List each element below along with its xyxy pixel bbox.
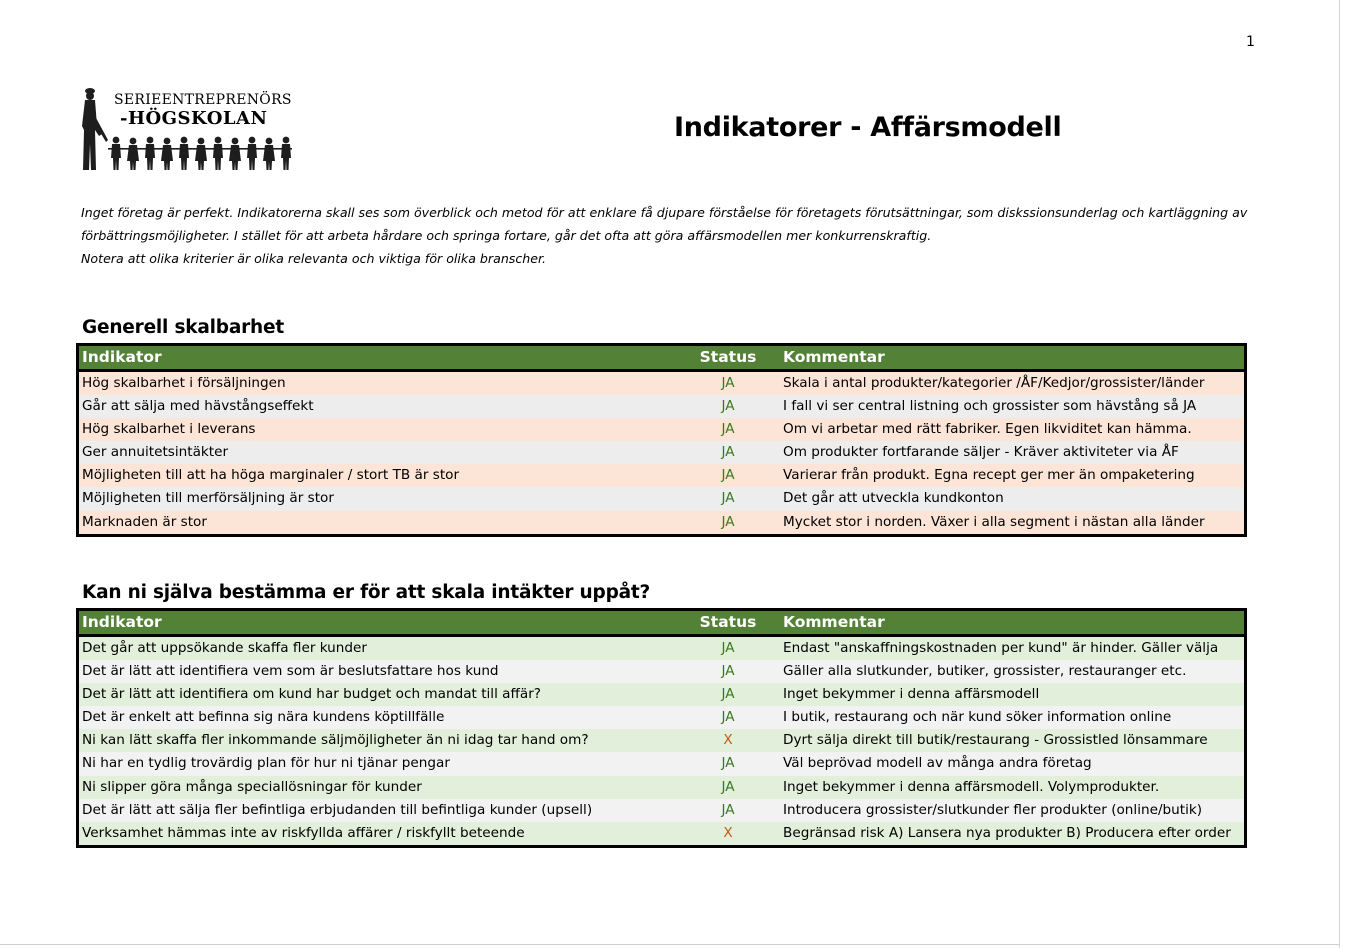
indicator-cell: Det är enkelt att befinna sig nära kundens köptillfälle: [82, 709, 445, 726]
comment-cell: Om produkter fortfarande säljer - Kräver aktiviteter via ÅF: [783, 444, 1179, 461]
status-cell: JA: [721, 640, 735, 656]
status-cell: JA: [721, 709, 735, 726]
column-header-comment: Kommentar: [783, 613, 885, 631]
table-row: [79, 637, 1244, 660]
logo-text-line1: SERIEENTREPRENÖRS: [114, 92, 292, 108]
intro-line: förbättringsmöjligheter. I stället för att arbeta hårdare och springa fortare, går det ofta att göra affärsmodellen mer konkurrenskraftig.: [81, 228, 932, 243]
indicator-cell: Går att sälja med hävstångseffekt: [82, 398, 314, 415]
table-row: [79, 822, 1244, 845]
indicator-table-generell: [76, 343, 1247, 537]
table-row: [79, 776, 1244, 799]
page-right-edge: [1339, 0, 1340, 948]
comment-cell: Varierar från produkt. Egna recept ger mer än ompaketering: [783, 467, 1195, 484]
table-row: [79, 729, 1244, 752]
table-row: [79, 464, 1244, 487]
status-cell: JA: [721, 513, 735, 530]
table-row: [79, 441, 1244, 464]
comment-cell: Väl beprövad modell av många andra företag: [783, 755, 1092, 772]
table-header: [79, 346, 1244, 372]
page-bottom-edge: [0, 944, 1340, 945]
indicator-cell: Det är lätt att identifiera vem som är beslutsfattare hos kund: [82, 663, 499, 680]
comment-cell: Om vi arbetar med rätt fabriker. Egen likviditet kan hämma.: [783, 421, 1192, 438]
section-heading-skala-intakter: Kan ni själva bestämma er för att skala intäkter uppåt?: [82, 582, 651, 603]
indicator-cell: Ni slipper göra många speciallösningar för kunder: [82, 778, 422, 795]
indicator-table-skala-intakter: [76, 608, 1247, 848]
status-cell: JA: [721, 490, 735, 507]
status-cell: JA: [721, 801, 735, 818]
comment-cell: Introducera grossister/slutkunder fler produkter (online/butik): [783, 801, 1203, 818]
table-row: [79, 799, 1244, 822]
intro-paragraph: [81, 201, 1248, 270]
comment-cell: Gäller alla slutkunder, butiker, grossister, restauranger etc.: [783, 663, 1187, 680]
status-cell: JA: [721, 686, 735, 703]
table-row: [79, 683, 1244, 706]
comment-cell: I butik, restaurang och när kund söker information online: [783, 709, 1172, 726]
document-title: Indikatorer - Affärsmodell: [674, 112, 1062, 143]
indicator-cell: Det går att uppsökande skaffa fler kunder: [82, 640, 367, 656]
comment-cell: Det går att utveckla kundkonton: [783, 490, 1004, 507]
status-cell: JA: [721, 663, 735, 680]
table-row: [79, 487, 1244, 510]
table-header: [79, 611, 1244, 637]
indicator-cell: Möjligheten till merförsäljning är stor: [82, 490, 334, 507]
table-row: [79, 511, 1244, 534]
comment-cell: I fall vi ser central listning och grossister som hävstång så JA: [783, 398, 1197, 415]
column-header-status: Status: [699, 613, 757, 631]
indicator-cell: Verksamhet hämmas inte av riskfyllda affärer / riskfyllt beteende: [82, 824, 525, 841]
comment-cell: Skala i antal produkter/kategorier /ÅF/Kedjor/grossister/länder: [783, 375, 1205, 391]
status-cell: JA: [721, 398, 735, 415]
status-cell: JA: [721, 444, 735, 461]
comment-cell: Dyrt sälja direkt till butik/restaurang - Grossistled lönsammare: [783, 732, 1208, 749]
table-row: [79, 660, 1244, 683]
comment-cell: Mycket stor i norden. Växer i alla segment i nästan alla länder: [783, 513, 1205, 530]
indicator-cell: Ni kan lätt skaffa fler inkommande säljmöjligheter än ni idag tar hand om?: [82, 732, 589, 749]
indicator-cell: Hög skalbarhet i försäljningen: [82, 375, 286, 391]
status-cell: JA: [721, 375, 735, 391]
column-header-comment: Kommentar: [783, 348, 885, 366]
comment-cell: Endast "anskaffningskostnaden per kund" är hinder. Gäller välja: [783, 640, 1219, 656]
indicator-cell: Ni har en tydlig trovärdig plan för hur ni tjänar pengar: [82, 755, 450, 772]
comment-cell: Inget bekymmer i denna affärsmodell: [783, 686, 1040, 703]
table-row: [79, 752, 1244, 775]
indicator-cell: Marknaden är stor: [82, 513, 207, 530]
table-row: [79, 372, 1244, 395]
table-row: [79, 418, 1244, 441]
intro-line: Inget företag är perfekt. Indikatorerna skall ses som överblick och metod för att enklare få djupare förståelse för företagets förutsättningar, som diskssionsunderlag och kartläggning av: [81, 205, 1248, 220]
indicator-cell: Ger annuitetsintäkter: [82, 444, 229, 461]
status-cell: X: [723, 732, 733, 749]
section-heading-generell-skalbarhet: Generell skalbarhet: [82, 317, 284, 338]
intro-line: Notera att olika kriterier är olika relevanta och viktiga för olika branscher.: [81, 251, 547, 266]
comment-cell: Begränsad risk A) Lansera nya produkter B) Producera efter order: [783, 824, 1231, 841]
indicator-cell: Det är lätt att sälja fler befintliga erbjudanden till befintliga kunder (upsell): [82, 801, 593, 818]
status-cell: JA: [721, 755, 735, 772]
column-header-status: Status: [699, 348, 757, 366]
comment-cell: Inget bekymmer i denna affärsmodell. Volymprodukter.: [783, 778, 1160, 795]
indicator-cell: Möjligheten till att ha höga marginaler / stort TB är stor: [82, 467, 460, 484]
status-cell: JA: [721, 421, 735, 438]
indicator-cell: Det är lätt att identifiera om kund har budget och mandat till affär?: [82, 686, 542, 703]
school-logo: [80, 86, 304, 176]
status-cell: JA: [721, 778, 735, 795]
indicator-cell: Hög skalbarhet i leverans: [82, 421, 256, 438]
column-header-indicator: Indikator: [82, 348, 162, 366]
status-cell: X: [723, 824, 733, 841]
logo-text-line2: -HÖGSKOLAN: [120, 108, 268, 129]
status-cell: JA: [721, 467, 735, 484]
page-number: 1: [1246, 34, 1255, 50]
column-header-indicator: Indikator: [82, 613, 162, 631]
table-row: [79, 395, 1244, 418]
table-row: [79, 706, 1244, 729]
